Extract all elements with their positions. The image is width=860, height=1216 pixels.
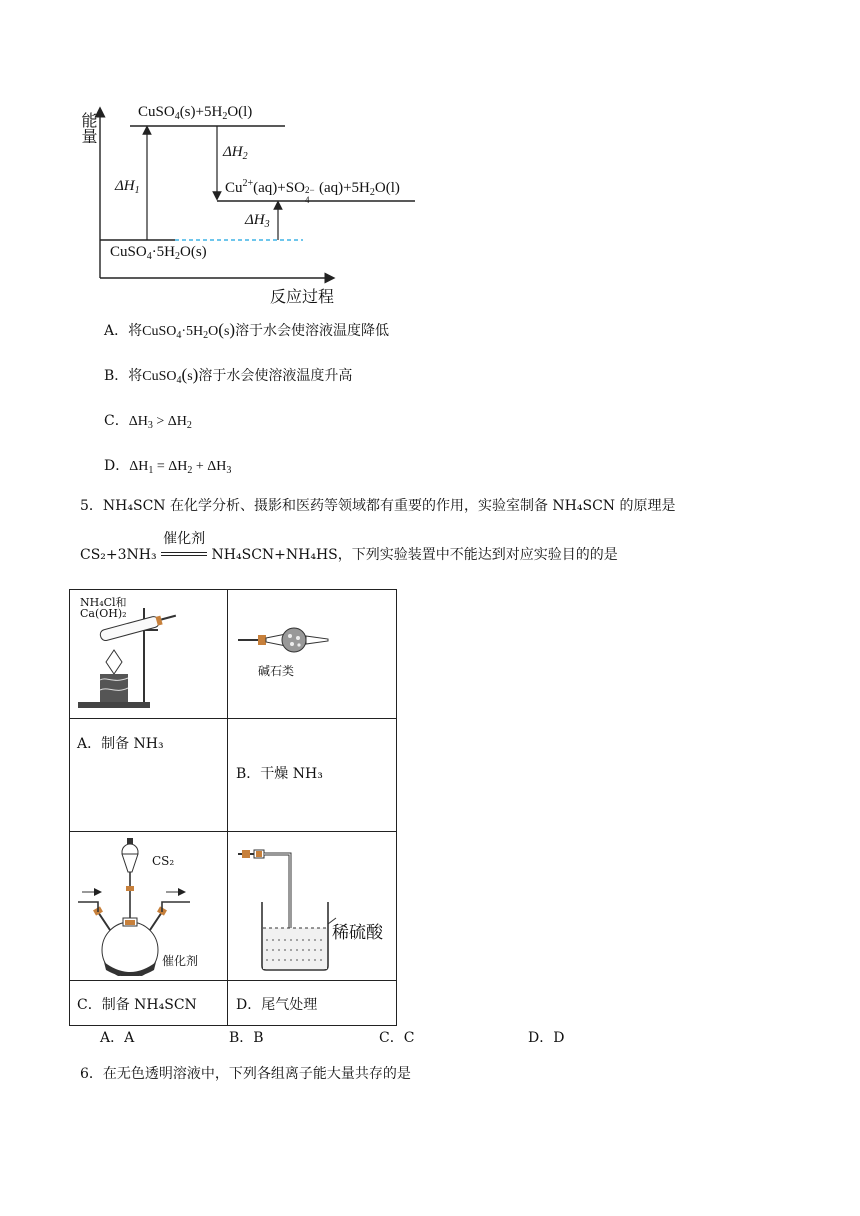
option-verb: 将 xyxy=(128,368,143,384)
option-text: 溶于水会使溶液温度降低 xyxy=(235,323,390,339)
equation-left: CS₂+3NH₃ xyxy=(80,547,157,563)
c-img-label-cs2: CS₂ xyxy=(152,854,175,868)
cell-b-image xyxy=(228,590,397,719)
x-axis-label: 反应过程 xyxy=(270,287,335,306)
q5-stem-line1: 5．NH₄SCN 在化学分析、摄影和医药等领域都有重要的作用，实验室制备 NH₄SCN 的原理是 xyxy=(80,498,676,514)
q5-choice-b: B．B xyxy=(229,1030,264,1046)
bottom-level-label: $CuSO_4\cdot 5H_2O(s)$ xyxy=(110,244,207,262)
catalyst-label: 催化剂 xyxy=(163,531,206,547)
option-label: C． xyxy=(104,413,129,429)
formula: $CuSO_4\cdot 5H_2O(s)$ xyxy=(142,320,236,341)
apparatus-c-image xyxy=(70,832,227,976)
apparatus-b-image xyxy=(228,590,396,714)
energy-diagram xyxy=(75,100,435,310)
q5-choice-d: D．D xyxy=(528,1030,565,1046)
option-text: 溶于水会使溶液温度升高 xyxy=(198,368,353,384)
cell-a-image xyxy=(70,590,228,719)
dh2-label: $\Delta H_2$ xyxy=(223,144,248,162)
dh3-label: $\Delta H_3$ xyxy=(245,212,270,230)
b-caption: B．干燥 NH₃ xyxy=(236,766,323,782)
a-caption: A．制备 NH₃ xyxy=(77,736,164,752)
cell-c-caption xyxy=(70,981,228,1026)
a-img-label1: NH₄Cl和 xyxy=(80,596,127,609)
formula: $\Delta H_3 > \Delta H_2$ xyxy=(128,414,192,431)
equation-right: NH₄SCN+NH₄HS，下列实验装置中不能达到对应实验目的的是 xyxy=(211,547,618,563)
q6-stem: 6．在无色透明溶液中，下列各组离子能大量共存的是 xyxy=(80,1066,411,1082)
q4-option-a xyxy=(104,321,389,345)
top-level-label: $CuSO_4(s)+5H_2O(l)$ xyxy=(138,104,253,122)
y-axis-label: 能量 xyxy=(79,112,98,144)
energy-diagram-svg xyxy=(75,100,435,310)
cell-d-image xyxy=(228,832,397,981)
formula: $\Delta H_1 = \Delta H_2 + \Delta H_3$ xyxy=(129,459,232,476)
option-label: A． xyxy=(104,323,129,339)
d-img-label: 稀硫酸 xyxy=(332,923,383,943)
c-caption: C．制备 NH₄SCN xyxy=(77,997,197,1013)
dh1-label: $\Delta H_1$ xyxy=(115,178,140,196)
q5-choice-a: A．A xyxy=(100,1030,135,1046)
option-verb: 将 xyxy=(128,323,143,339)
formula: CuSO$_4$(s) xyxy=(142,365,199,386)
q5-equation xyxy=(80,531,618,564)
apparatus-d-image xyxy=(228,832,396,976)
c-img-label-cat: 催化剂 xyxy=(162,954,199,968)
cell-b-caption xyxy=(228,719,397,832)
q4-option-c xyxy=(104,412,192,435)
middle-level-label: $Cu^{2+}(aq)+SO$ 2− 4 $(aq)+5H_2O(l)$ xyxy=(225,178,400,205)
equation-arrow xyxy=(161,531,207,564)
q4-option-d xyxy=(104,457,231,480)
apparatus-table xyxy=(69,589,397,1026)
cell-c-image xyxy=(70,832,228,981)
q5-choice-c: C．C xyxy=(379,1030,415,1046)
option-label: D． xyxy=(104,458,130,474)
d-caption: D．尾气处理 xyxy=(236,997,318,1013)
b-img-label: 碱石类 xyxy=(258,664,295,678)
cell-d-caption xyxy=(228,981,397,1026)
a-img-label2: Ca(OH)₂ xyxy=(80,607,127,620)
cell-a-caption xyxy=(70,719,228,832)
q4-option-b xyxy=(104,366,352,390)
option-label: B． xyxy=(104,368,129,384)
